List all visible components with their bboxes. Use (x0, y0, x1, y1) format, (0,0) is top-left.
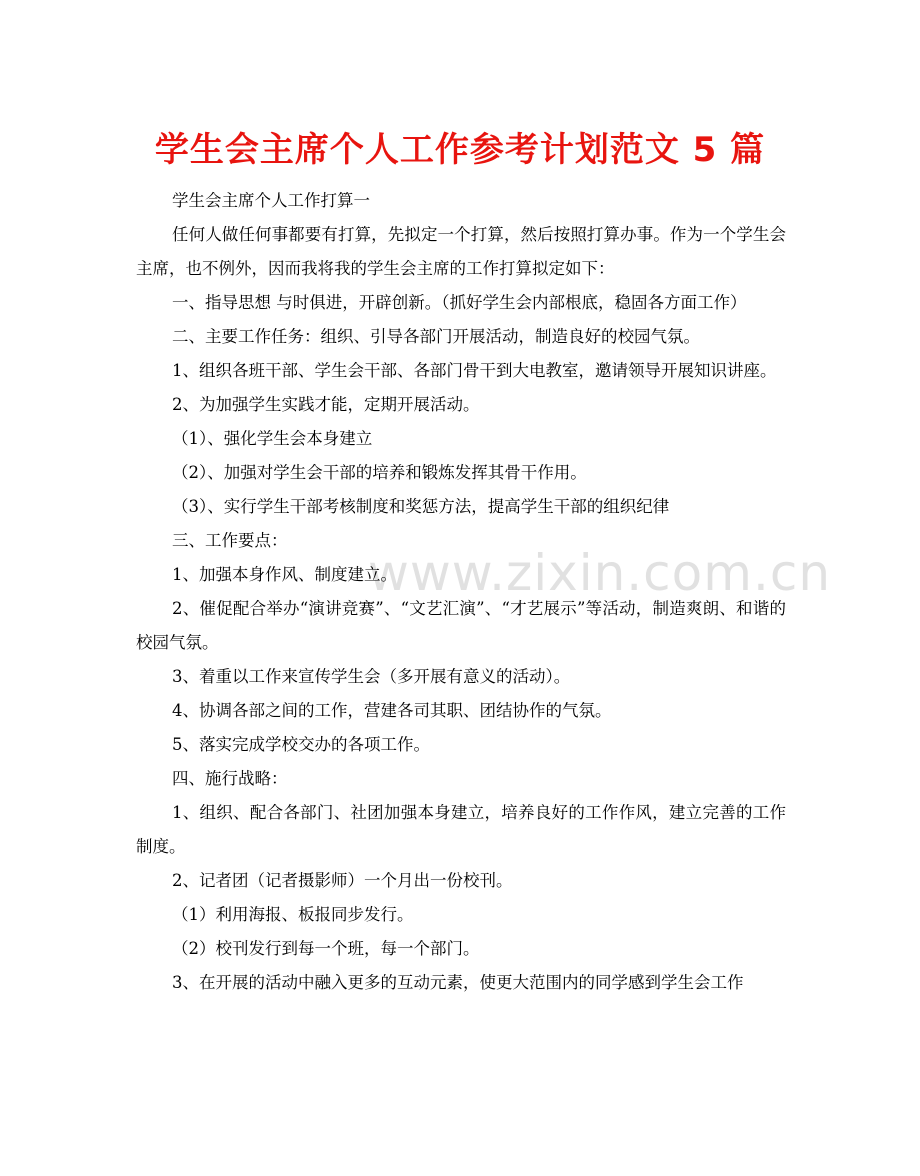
paragraph: 二、主要工作任务：组织、引导各部门开展活动，制造良好的校园气氛。 (172, 327, 700, 346)
paragraph: 2、记者团（记者摄影师）一个月出一份校刊。 (172, 871, 513, 890)
paragraph: 1、组织各班干部、学生会干部、各部门骨干到大电教室，邀请领导开展知识讲座。 (172, 361, 777, 380)
paragraph: 1、组织、配合各部门、社团加强本身建立，培养良好的工作作风，建立完善的工作制度。 (136, 803, 786, 856)
paragraph: 2、为加强学生实践才能，定期开展活动。 (172, 395, 480, 414)
paragraph: （1）利用海报、板报同步发行。 (172, 905, 414, 924)
paragraph: 5、落实完成学校交办的各项工作。 (172, 735, 430, 754)
document-title: 学生会主席个人工作参考计划范文 5 篇 (154, 130, 766, 170)
paragraph: （2）校刊发行到每一个班，每一个部门。 (172, 939, 480, 958)
paragraph: 四、施行战略： (172, 769, 288, 788)
paragraph: 2、催促配合举办“演讲竞赛”、“文艺汇演”、“才艺展示”等活动，制造爽朗、和谐的校园气氛。 (136, 599, 786, 652)
watermark-text: www.zixin.com.cn (368, 544, 832, 602)
paragraph: （1）、强化学生会本身建立 (172, 429, 373, 448)
paragraph: （2）、加强对学生会干部的培养和锻炼发挥其骨干作用。 (172, 463, 587, 482)
paragraph: （3）、实行学生干部考核制度和奖惩方法，提高学生干部的组织纪律 (172, 497, 670, 516)
paragraph: 任何人做任何事都要有打算，先拟定一个打算，然后按照打算办事。作为一个学生会主席，也不例外，因而我将我的学生会主席的工作打算拟定如下： (136, 225, 786, 278)
paragraph: 一、指导思想 与时俱进，开辟创新。（抓好学生会内部根底，稳固各方面工作） (172, 293, 747, 312)
paragraph: 学生会主席个人工作打算一 (172, 191, 370, 210)
paragraph: 3、在开展的活动中融入更多的互动元素，使更大范围内的同学感到学生会工作 (172, 973, 744, 992)
paragraph: 3、着重以工作来宣传学生会（多开展有意义的活动）。 (172, 667, 571, 686)
document-body (136, 184, 786, 1000)
paragraph: 三、工作要点： (172, 531, 288, 550)
paragraph: 4、协调各部之间的工作，营建各司其职、团结协作的气氛。 (172, 701, 612, 720)
paragraph: 1、加强本身作风、制度建立。 (172, 565, 397, 584)
